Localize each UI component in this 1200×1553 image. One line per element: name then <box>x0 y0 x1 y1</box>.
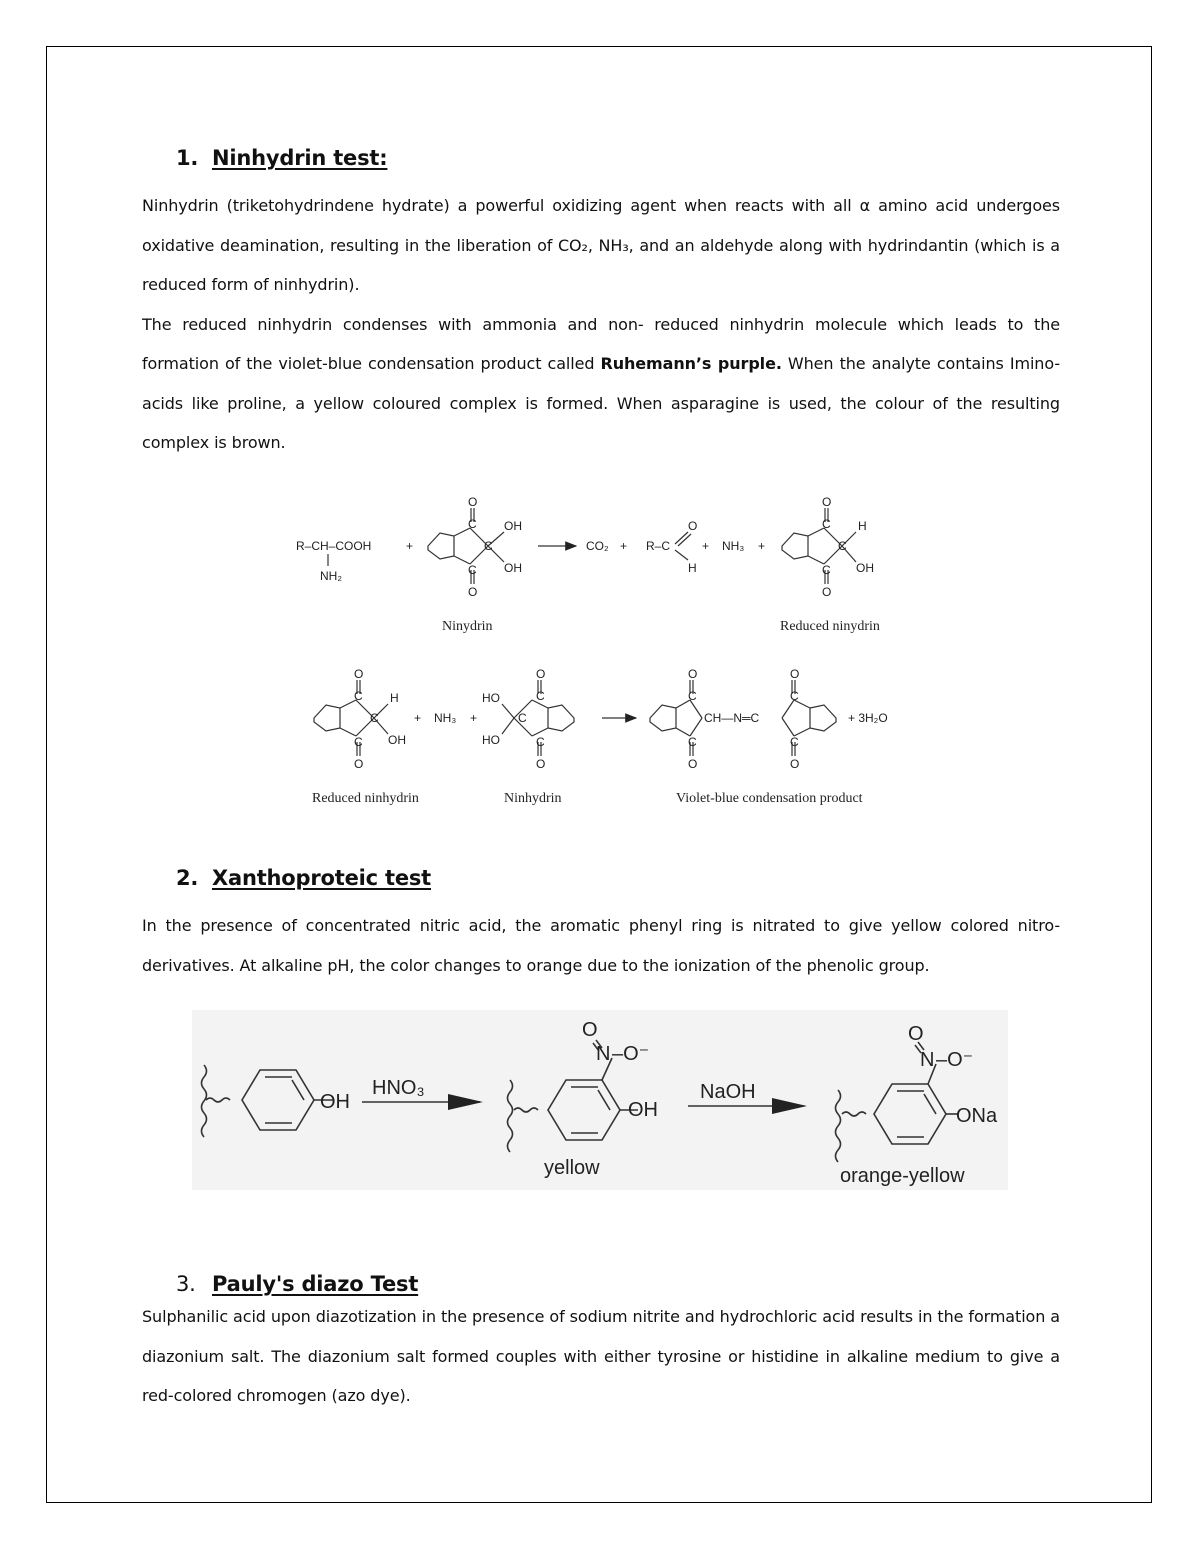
section-3-heading <box>176 1272 418 1296</box>
atom-o: O <box>790 757 800 771</box>
caption-ninhydrin: Ninhydrin <box>504 791 562 806</box>
hydroxyl-label-1: OH <box>320 1091 350 1113</box>
section-2-heading <box>176 866 431 890</box>
atom-o: O <box>536 757 546 771</box>
hydroxy-label: HO <box>482 691 500 705</box>
section-1-body <box>142 186 1060 463</box>
hydroxy-label: HO <box>482 733 500 747</box>
caption-orange-yellow: orange-yellow <box>840 1165 965 1187</box>
section-1-heading <box>176 146 387 170</box>
nitro-oxide-2: –O⁻ <box>936 1049 974 1071</box>
caption-violet-blue-product: Violet-blue condensation product <box>676 791 863 806</box>
atom-h: H <box>688 561 697 575</box>
atom-c: C <box>536 735 545 749</box>
atom-o: O <box>468 495 478 509</box>
atom-o: O <box>688 519 698 533</box>
section-1-paragraph-2 <box>142 305 1060 463</box>
amino-group-label: NH₂ <box>320 569 342 583</box>
section-2-title: Xanthoproteic test <box>212 866 432 890</box>
atom-o: O <box>790 667 800 681</box>
atom-o: O <box>536 667 546 681</box>
section-2-paragraph-1: In the presence of concentrated nitric acid, the aromatic phenyl ring is nitrated to give yellow colored nitro-derivatives. At alkaline pH, the color changes to orange due to the ionization of the phenolic group. <box>142 916 1060 975</box>
atom-c: C <box>370 711 379 725</box>
plus-sign-1: + <box>406 539 414 553</box>
caption-ninydrin: Ninydrin <box>442 619 493 634</box>
aldehyde-formula: R–C <box>646 539 671 553</box>
atom-c: C <box>838 539 847 553</box>
linker-formula: CH—N═C <box>704 711 760 725</box>
hydroxyl-label: OH <box>504 561 522 575</box>
reagent-hno3: HNO₃ <box>372 1077 425 1099</box>
atom-c: C <box>688 689 697 703</box>
atom-c: C <box>822 563 831 577</box>
atom-o: O <box>822 585 832 599</box>
section-1-paragraph-2-start: The reduced ninhydrin condenses with ammonia and non- reduced ninhydrin molecule which leads to the formation of the violet-blue condensation product called <box>142 314 1060 373</box>
atom-o: O <box>354 757 364 771</box>
atom-o: O <box>468 585 478 599</box>
atom-h: H <box>390 691 399 705</box>
nitro-oxygen-1: O <box>582 1019 598 1041</box>
plus-sign-6: + <box>470 711 478 725</box>
atom-c: C <box>354 689 363 703</box>
plus-sign-5: + <box>414 711 422 725</box>
section-3-body <box>142 1297 1060 1416</box>
nitro-nitrogen-2: N <box>920 1049 935 1071</box>
atom-c: C <box>688 735 697 749</box>
hydroxyl-label: OH <box>388 733 406 747</box>
section-3-paragraph-1: Sulphanilic acid upon diazotization in the presence of sodium nitrite and hydrochloric acid results in the formation a diazonium salt. The diazonium salt formed couples with either tyrosine or histidine in alkaline medium to give a red-colored chromogen (azo dye). <box>142 1307 1060 1405</box>
nitro-oxide-1: –O⁻ <box>612 1043 650 1065</box>
nitro-oxygen-2: O <box>908 1023 924 1045</box>
atom-c: C <box>822 517 831 531</box>
amino-acid-formula: R–CH–COOH <box>296 539 372 553</box>
atom-c: C <box>484 539 493 553</box>
atom-o: O <box>822 495 832 509</box>
section-1-title: Ninhydrin test: <box>212 146 388 170</box>
section-1-number: 1. <box>176 146 199 170</box>
reagent-naoh: NaOH <box>700 1081 756 1103</box>
atom-o: O <box>688 757 698 771</box>
plus-sign-3: + <box>702 539 710 553</box>
atom-c: C <box>536 689 545 703</box>
ammonia-label: NH₃ <box>722 539 745 553</box>
ammonia-label-2: NH₃ <box>434 711 457 725</box>
sodium-phenoxide-label: ONa <box>956 1105 998 1127</box>
atom-o: O <box>354 667 364 681</box>
caption-yellow: yellow <box>544 1157 600 1179</box>
plus-sign-4: + <box>758 539 766 553</box>
section-3-number: 3. <box>176 1272 196 1296</box>
section-2-body <box>142 906 1060 985</box>
atom-c: C <box>790 689 799 703</box>
atom-c: C <box>468 563 477 577</box>
section-1-paragraph-1: Ninhydrin (triketohydrindene hydrate) a powerful oxidizing agent when reacts with all α amino acid undergoes oxidative deamination, resulting in the liberation of CO₂, NH₃, and an aldehyde along with hydrindantin (which is a reduced form of ninhydrin). <box>142 196 1060 294</box>
atom-o: O <box>688 667 698 681</box>
ninhydrin-reaction-scheme <box>290 488 930 818</box>
atom-c: C <box>790 735 799 749</box>
xanthoproteic-reaction-scheme <box>192 1010 1008 1190</box>
atom-c: C <box>468 517 477 531</box>
nitro-nitrogen-1: N <box>596 1043 611 1065</box>
caption-reduced-ninhydrin: Reduced ninhydrin <box>312 791 419 806</box>
hydroxyl-label: OH <box>856 561 874 575</box>
ruhemanns-purple-term: Ruhemann’s purple. <box>600 354 782 373</box>
co2-label: CO₂ <box>586 539 609 553</box>
section-2-number: 2. <box>176 866 199 890</box>
section-1-paragraph-2-end: When the analyte contains Imino-acids like proline, a yellow coloured complex is formed. When asparagine is used, the colour of the resulting complex is brown. <box>142 354 1061 452</box>
atom-h: H <box>858 519 867 533</box>
section-3-title: Pauly's diazo Test <box>212 1272 419 1296</box>
hydroxyl-label: OH <box>504 519 522 533</box>
atom-c: C <box>518 711 527 725</box>
atom-c: C <box>354 735 363 749</box>
plus-sign-2: + <box>620 539 628 553</box>
caption-reduced-ninydrin: Reduced ninydrin <box>780 619 880 634</box>
hydroxyl-label-2: OH <box>628 1099 658 1121</box>
water-label: + 3H₂O <box>848 711 888 725</box>
